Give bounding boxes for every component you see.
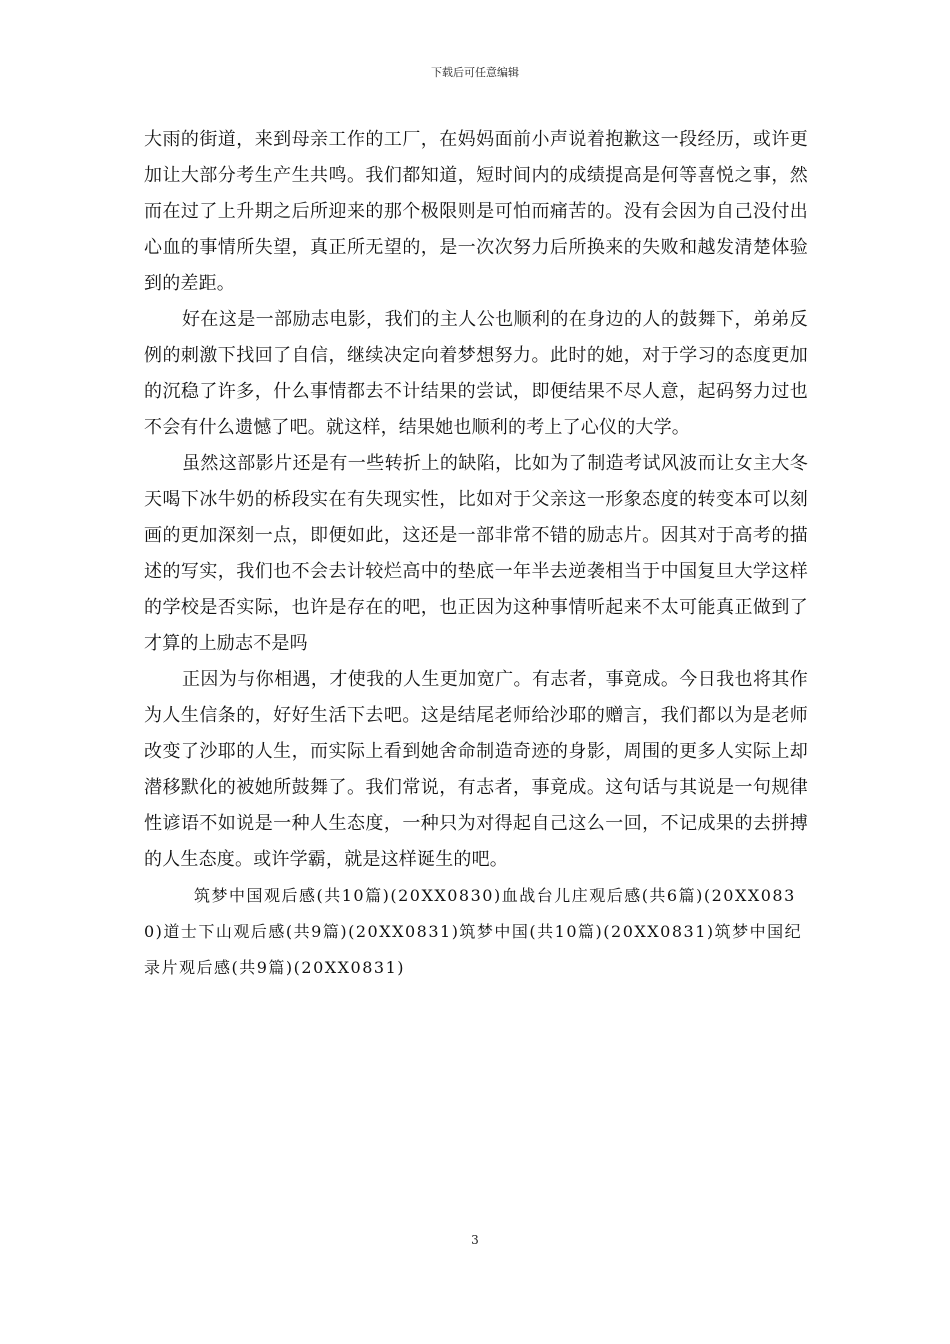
page-header: 下载后可任意编辑 [431, 66, 519, 79]
page-number: 3 [471, 1233, 479, 1247]
paragraph-3: 虽然这部影片还是有一些转折上的缺陷，比如为了制造考试风波而让女主大冬天喝下冰牛奶的桥段实在有失现实性，比如对于父亲这一形象态度的转变本可以刻画的更加深刻一点，即便如此，这还是一部非常不错的励志片。因其对于高考的描述的写实，我们也不会去计较烂高中的垫底一年半去逆袭相当于中国复旦大学这样的学校是否实际，也许是存在的吧，也正因为这种事情听起来不太可能真正做到了才算的上励志不是吗 [144, 453, 808, 654]
paragraph-4: 正因为与你相遇，才使我的人生更加宽广。有志者，事竟成。今日我也将其作为人生信条的，好好生活下去吧。这是结尾老师给沙耶的赠言，我们都以为是老师改变了沙耶的人生，而实际上看到她舍命制造奇迹的身影，周围的更多人实际上却潜移默化的被她所鼓舞了。我们常说，有志者，事竟成。这句话与其说是一句规律性谚语不如说是一种人生态度，一种只为对得起自己这么一回，不记成果的去拼搏的人生态度。或许学霸，就是这样诞生的吧。 [144, 669, 808, 870]
paragraph-2: 好在这是一部励志电影，我们的主人公也顺利的在身边的人的鼓舞下，弟弟反例的刺激下找回了自信，继续决定向着梦想努力。此时的她，对于学习的态度更加的沉稳了许多，什么事情都去不计结果的尝试，即便结果不尽人意，起码努力过也不会有什么遗憾了吧。就这样，结果她也顺利的考上了心仪的大学。 [144, 309, 808, 438]
document-body [144, 122, 808, 986]
related-articles-list: 筑梦中国观后感(共10篇)(20XX0830)血战台儿庄观后感(共6篇)(20XX0830)道士下山观后感(共9篇)(20XX0831)筑梦中国(共10篇)(20XX0831)筑梦中国纪录片观后感(共9篇)(20XX0831) [144, 886, 803, 977]
paragraph-1: 大雨的街道，来到母亲工作的工厂，在妈妈面前小声说着抱歉这一段经历，或许更加让大部分考生产生共鸣。我们都知道，短时间内的成绩提高是何等喜悦之事，然而在过了上升期之后所迎来的那个极限则是可怕而痛苦的。没有会因为自己没付出心血的事情所失望，真正所无望的，是一次次努力后所换来的失败和越发清楚体验到的差距。 [144, 129, 808, 294]
